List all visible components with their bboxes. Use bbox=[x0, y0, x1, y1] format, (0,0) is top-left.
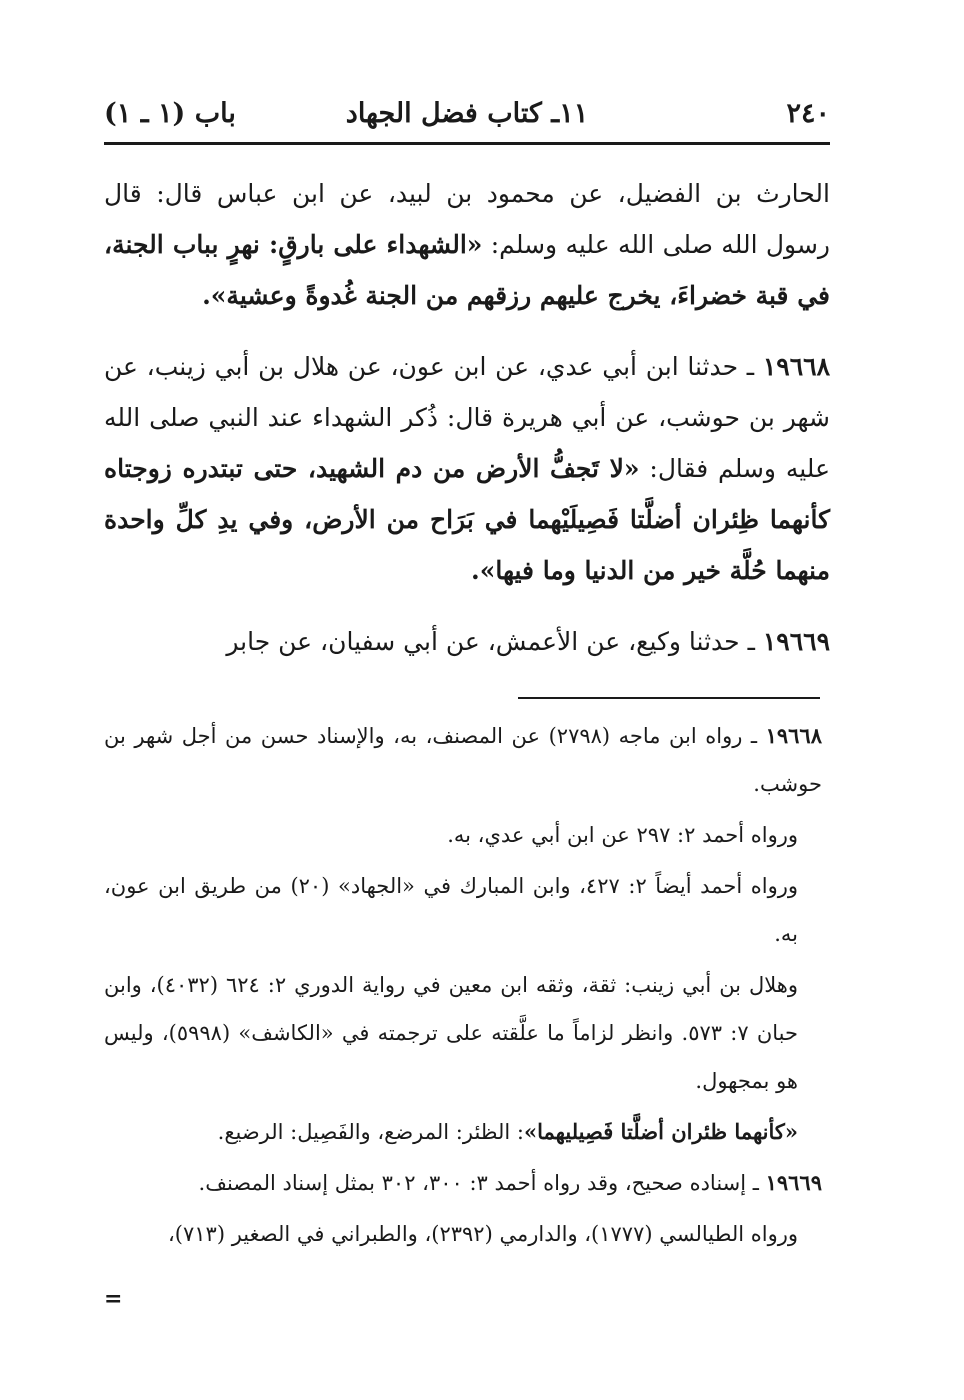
continuation-mark: = bbox=[104, 1286, 123, 1312]
hadith-text: «الشهداء على بارقٍ: نهرٍ بباب الجنة، في قبة خضراءَ، يخرج عليهم رزقهم من الجنة غُدوةً وعشية». bbox=[104, 230, 830, 310]
main-text bbox=[104, 168, 830, 667]
footnote-number: ١٩٦٦٩ bbox=[765, 1170, 822, 1195]
gloss-term: «كأنهما ظئران أضلَّتا فَصِيليهما» bbox=[524, 1119, 798, 1144]
footnote-line: ورواه أحمد ٢: ٢٩٧ عن ابن أبي عدي، به. bbox=[447, 823, 798, 847]
bab-reference: باب (١ ـ ١) bbox=[104, 98, 236, 129]
footnote-line: وهلال بن أبي زينب: ثقة، وثقه ابن معين في رواية الدوري ٢: ٦٢٤ (٤٠٣٢)، وابن حبان ٧: ٥٧٣. وانظر لزاماً ما علَّقته على ترجمته في «الكاشف» (٥٩٩٨)، وليس هو بمجهول. bbox=[104, 973, 798, 1093]
isnad-text: ـ حدثنا ابن أبي عدي، عن ابن عون، عن هلال بن أبي زينب، عن شهر بن حوشب، عن أبي هريرة قال: ذُكر الشهداء عند النبي صلى الله عليه وسلم فقال: bbox=[104, 352, 831, 483]
hadith-number: ١٩٦٦٨ bbox=[762, 352, 830, 381]
hadith-19668 bbox=[104, 341, 830, 596]
footnotes bbox=[104, 712, 822, 1261]
isnad-text: الحارث بن الفضيل، عن محمود بن لبيد، عن ابن عباس قال: قال رسول الله صلى الله عليه وسلم: bbox=[104, 179, 830, 259]
footnote-19669 bbox=[104, 1159, 822, 1207]
footnote-text: ـ رواه ابن ماجه (٢٧٩٨) عن المصنف، به، والإسناد حسن من أجل شهر بن حوشب. bbox=[104, 724, 822, 796]
footnote-separator bbox=[518, 697, 820, 699]
page-header bbox=[104, 92, 830, 145]
footnote-19668 bbox=[104, 712, 822, 808]
hadith-19669 bbox=[104, 616, 830, 667]
footnote-gloss bbox=[104, 1108, 822, 1156]
gloss-text: : الظئر: المرضع، والفَصِيل: الرضيع. bbox=[217, 1120, 525, 1144]
isnad-text: ـ حدثنا وكيع، عن الأعمش، عن أبي سفيان، عن جابر bbox=[226, 627, 763, 656]
footnote-number: ١٩٦٦٨ bbox=[765, 723, 822, 748]
footnote-line: ورواه الطيالسي (١٧٧٧)، والدارمي (٢٣٩٢)، والطبراني في الصغير (٧١٣)، bbox=[168, 1222, 798, 1246]
footnote-text: ـ إسناده صحيح، وقد رواه أحمد ٣: ٣٠٠، ٣٠٢ بمثل إسناد المصنف. bbox=[198, 1171, 766, 1195]
paragraph-continuation bbox=[104, 168, 830, 321]
page-number: ٢٤٠ bbox=[786, 98, 830, 129]
book-chapter-title: ١١ـ كتاب فضل الجهاد bbox=[345, 98, 589, 129]
hadith-text: «لا تَجفُّ الأرض من دم الشهيد، حتى تبتدره زوجتاه كأنهما ظِئران أضلَّتا فَصِيلَيْهما في بَرَاح من الأرض، وفي يدِ كلِّ واحدة منهما حُلَّة خير من الدنيا وما فيها». bbox=[104, 454, 830, 585]
hadith-number: ١٩٦٦٩ bbox=[762, 627, 830, 656]
footnote-line: ورواه أحمد أيضاً ٢: ٤٢٧، وابن المبارك في «الجهاد» (٢٠) من طريق ابن عون، به. bbox=[104, 874, 798, 946]
